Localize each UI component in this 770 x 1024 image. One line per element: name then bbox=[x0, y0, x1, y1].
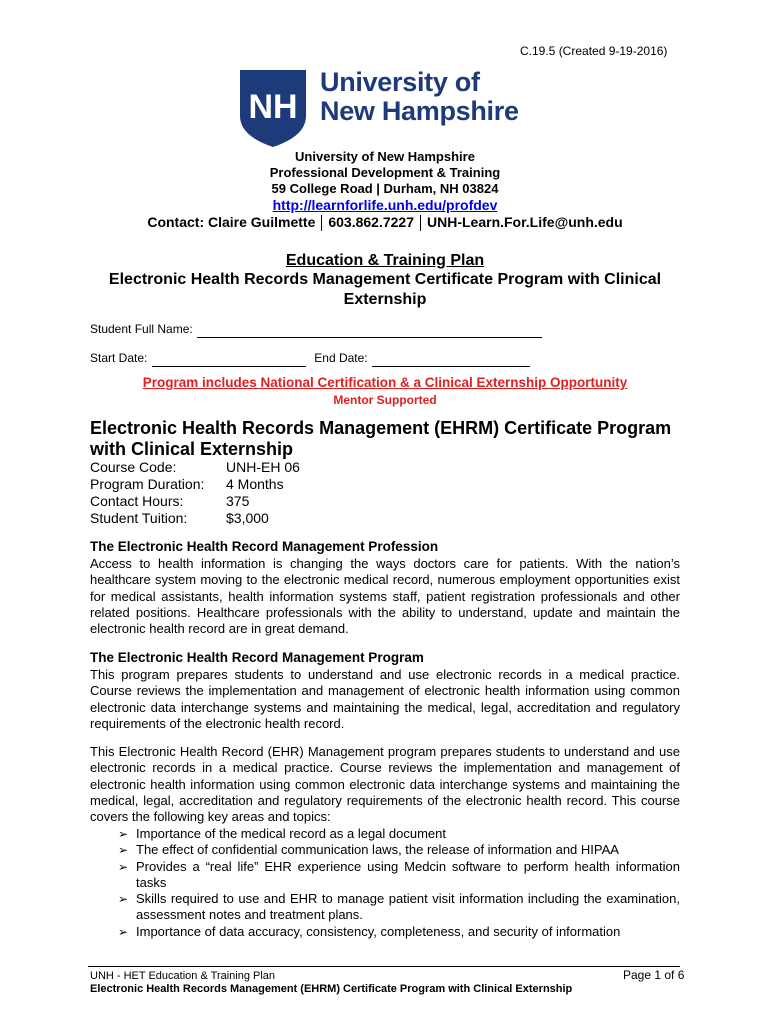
info-row bbox=[90, 476, 300, 493]
footer-line-1: UNH - HET Education & Training Plan bbox=[90, 970, 276, 982]
contact-email[interactable]: UNH-Learn.For.Life@unh.edu bbox=[427, 214, 623, 230]
profession-heading: The Electronic Health Record Management Profession bbox=[90, 539, 439, 554]
footer-divider bbox=[88, 966, 680, 967]
website-link[interactable]: http://learnforlife.unh.edu/profdev bbox=[272, 197, 498, 213]
arrow-bullet-icon: ➢ bbox=[118, 892, 129, 907]
start-date-label: Start Date: bbox=[90, 351, 148, 365]
arrow-bullet-icon: ➢ bbox=[118, 843, 129, 858]
info-key: Student Tuition: bbox=[90, 510, 188, 526]
student-name-label: Student Full Name: bbox=[90, 322, 193, 336]
arrow-bullet-icon: ➢ bbox=[118, 859, 129, 874]
dates-row bbox=[90, 349, 530, 367]
program-text-1: This program prepares students to understand and use electronic records in a medical practice. Course reviews the implementation and management of electronic health information using common electronic data interchange systems and maintaining the medical, legal, accreditation and regulatory requirements of the electronic health record. bbox=[90, 667, 680, 731]
end-date-field[interactable] bbox=[372, 354, 530, 367]
contact-phone: 603.862.7227 bbox=[328, 214, 414, 230]
certification-banner: Program includes National Certification & a Clinical Externship Opportunity bbox=[142, 375, 628, 390]
student-name-field[interactable] bbox=[197, 325, 542, 338]
info-value: 375 bbox=[226, 493, 250, 509]
page-number: Page 1 of 6 bbox=[623, 968, 685, 982]
unh-logo bbox=[238, 68, 538, 148]
logo-monogram: NH bbox=[248, 88, 298, 126]
footer-line-2: Electronic Health Records Management (EHRM) Certificate Program with Clinical Externship bbox=[90, 983, 573, 995]
logo-wordmark bbox=[320, 68, 519, 126]
program-heading: The Electronic Health Record Management Program bbox=[90, 650, 424, 665]
start-date-field[interactable] bbox=[152, 354, 306, 367]
org-name: University of New Hampshire bbox=[295, 149, 475, 164]
plan-subtitle-1: Electronic Health Records Management Certificate Program with Clinical bbox=[108, 271, 662, 288]
list-item: ➢ Importance of the medical record as a legal document bbox=[118, 826, 447, 841]
list-item: ➢ Importance of data accuracy, consistency, completeness, and security of information bbox=[118, 923, 621, 939]
info-row bbox=[90, 459, 300, 476]
info-key: Program Duration: bbox=[90, 476, 205, 492]
program-title-1: Electronic Health Records Management (EHRM) Certificate Program bbox=[90, 418, 672, 438]
program-info bbox=[90, 459, 300, 527]
address: 59 College Road | Durham, NH 03824 bbox=[271, 181, 499, 196]
program-title-2: with Clinical Externship bbox=[90, 439, 294, 459]
list-item: ➢ The effect of confidential communication laws, the release of information and HIPAA bbox=[118, 842, 619, 858]
mentor-banner: Mentor Supported bbox=[333, 393, 437, 407]
info-row bbox=[90, 510, 300, 527]
info-key: Course Code: bbox=[90, 459, 177, 475]
profession-text: Access to health information is changing the ways doctors care for patients. With the nation’s healthcare system moving to the electronic medical record, numerous employment opportunities exist for medical assistants, health information systems staff, patient registration professionals and other related positions. Healthcare professionals with the ability to understand, update and maintain the electronic health record are in great demand. bbox=[90, 556, 680, 637]
end-date-label: End Date: bbox=[314, 351, 368, 365]
document-code: C.19.5 (Created 9-19-2016) bbox=[520, 44, 668, 58]
info-value: $3,000 bbox=[226, 510, 269, 526]
contact-line bbox=[0, 214, 770, 231]
program-text-2: This Electronic Health Record (EHR) Management program prepares students to understand and use electronic records in a medical practice. Course reviews the implementation and management of electronic health information using common electronic data interchange systems and maintaining the medical, legal, accreditation and regulatory requirements of the electronic health record. This course covers the following key areas and topics: bbox=[90, 744, 680, 825]
logo-line-2: New Hampshire bbox=[320, 96, 519, 126]
logo-line-1: University of bbox=[320, 67, 480, 97]
divider bbox=[420, 215, 421, 231]
student-name-row bbox=[90, 320, 542, 338]
divider bbox=[321, 215, 322, 231]
arrow-bullet-icon: ➢ bbox=[118, 924, 129, 939]
website-link-row bbox=[0, 197, 770, 214]
info-key: Contact Hours: bbox=[90, 493, 184, 509]
unh-shield-icon bbox=[238, 68, 308, 148]
info-row bbox=[90, 493, 300, 510]
plan-title: Education & Training Plan bbox=[285, 252, 485, 269]
info-value: 4 Months bbox=[226, 476, 284, 492]
arrow-bullet-icon: ➢ bbox=[118, 827, 129, 841]
department: Professional Development & Training bbox=[269, 165, 501, 180]
plan-subtitle-2: Externship bbox=[343, 291, 427, 308]
topics-list bbox=[118, 826, 680, 940]
info-value: UNH-EH 06 bbox=[226, 459, 300, 475]
contact-name: Contact: Claire Guilmette bbox=[147, 214, 316, 230]
list-item: ➢ Provides a “real life” EHR experience using Medcin software to perform health information tasks bbox=[118, 858, 680, 890]
list-item: ➢ Skills required to use and EHR to manage patient visit information including the examination, assessment notes and treatment plans. bbox=[118, 891, 680, 923]
